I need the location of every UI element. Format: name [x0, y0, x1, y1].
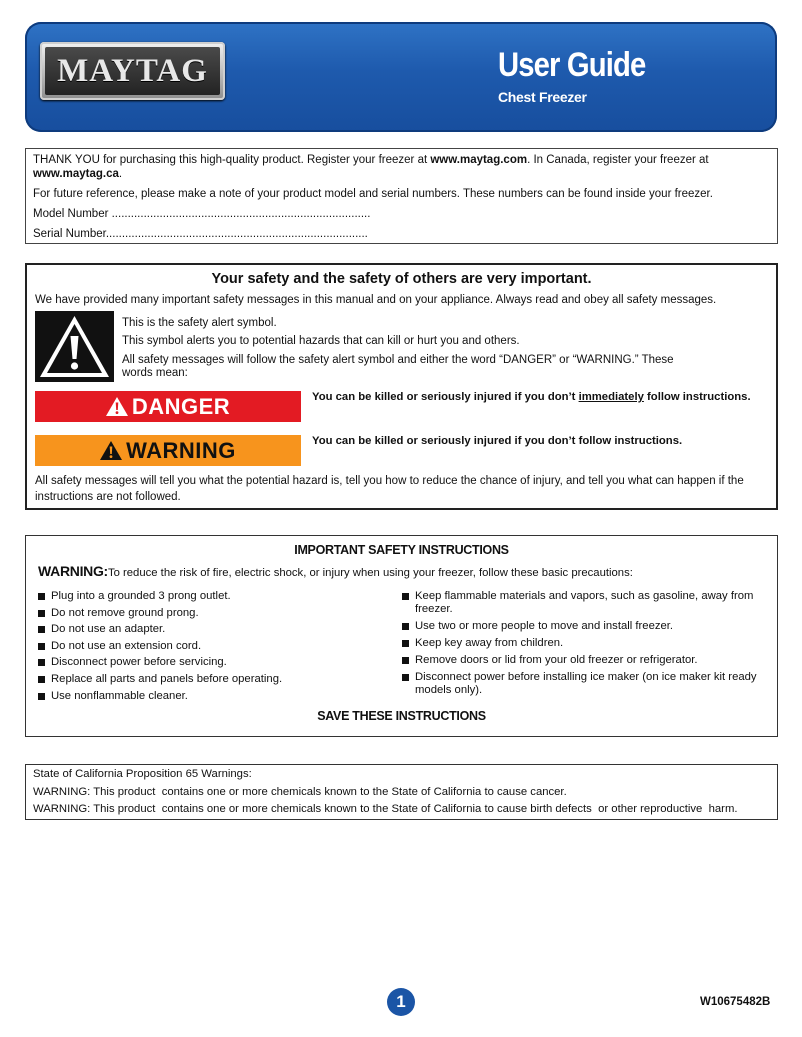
registration-thanks — [33, 153, 753, 181]
instructions-warning-text: To reduce the risk of fire, electric shock, or injury when using your freezer, follow these basic precautions: — [107, 567, 633, 579]
list-item: Plug into a grounded 3 prong outlet. — [38, 590, 368, 603]
safety-footer-text: All safety messages will tell you what the potential hazard is, tell you how to reduce the chance of injury, and tell you what can happen if the instructions are not followed. — [35, 475, 744, 503]
guide-title: User Guide — [498, 46, 646, 84]
list-item: Use two or more people to move and install freezer. — [402, 620, 762, 633]
warning-label: WARNING — [126, 437, 236, 463]
danger-message-post: follow instructions. — [643, 391, 751, 403]
save-instructions-heading: SAVE THESE INSTRUCTIONS — [317, 709, 486, 723]
danger-alert-icon — [106, 397, 128, 416]
instructions-warning — [38, 563, 633, 579]
list-item: Use nonflammable cleaner. — [38, 690, 368, 703]
prop65-title: State of California Proposition 65 Warnings: — [33, 768, 252, 780]
list-item: Keep key away from children. — [402, 637, 762, 650]
list-item: Do not use an adapter. — [38, 623, 368, 636]
list-item: Do not remove ground prong. — [38, 607, 368, 620]
serial-number-line: Serial Number.................................................................................. — [33, 228, 368, 240]
url-us-link[interactable]: www.maytag.com — [430, 154, 528, 166]
safety-alert-icon — [35, 311, 114, 382]
list-item: Keep flammable materials and vapors, such as gasoline, away from freezer. — [402, 590, 762, 616]
list-item: Do not use an extension cord. — [38, 640, 368, 653]
safety-intro: We have provided many important safety messages in this manual and on your appliance. Always read and obey all safety messages. — [35, 294, 717, 306]
precautions-list-right — [402, 590, 762, 701]
alert-follow-text: All safety messages will follow the safety alert symbol and either the word “DANGER” or “WARNING.” These words mean: — [122, 354, 674, 379]
warning-badge — [35, 435, 301, 466]
document-code: W10675482B — [700, 996, 771, 1008]
danger-message-emph: immediately — [578, 391, 644, 403]
warning-message: You can be killed or seriously injured if you don’t follow instructions. — [312, 435, 683, 447]
danger-badge — [35, 391, 301, 422]
model-number-line: Model Number ................................................................................. — [33, 208, 371, 220]
alert-meaning-text: This symbol alerts you to potential hazards that can kill or hurt you and others. — [122, 335, 520, 347]
list-item: Remove doors or lid from your old freezer or refrigerator. — [402, 654, 762, 667]
logo-text: MAYTAG — [57, 52, 208, 89]
page-number: 1 — [387, 988, 415, 1016]
list-item: Replace all parts and panels before operating. — [38, 673, 368, 686]
prop65-cancer-warning: WARNING: This product contains one or more chemicals known to the State of California to cause cancer. — [33, 786, 567, 798]
safety-heading: Your safety and the safety of others are very important. — [211, 271, 592, 287]
alert-symbol-text: This is the safety alert symbol. — [122, 317, 277, 329]
thanks-mid: . In Canada, register your freezer at — [527, 154, 709, 166]
thanks-end: . — [118, 168, 123, 180]
prop65-birth-defects-warning: WARNING: This product contains one or more chemicals known to the State of California to cause birth defects or other reproductive harm. — [33, 803, 738, 815]
reference-note: For future reference, please make a note of your product model and serial numbers. These numbers can be found inside your freezer. — [33, 188, 713, 200]
url-ca-link[interactable]: www.maytag.ca — [33, 168, 119, 180]
maytag-logo — [40, 42, 225, 100]
logo-plate — [45, 47, 220, 95]
instructions-warning-label: WARNING: — [38, 563, 108, 579]
list-item: Disconnect power before installing ice maker (on ice maker kit ready models only). — [402, 671, 762, 697]
danger-label: DANGER — [131, 393, 231, 419]
warning-alert-icon — [100, 441, 122, 460]
danger-message-pre: You can be killed or seriously injured if you don’t — [312, 391, 579, 403]
danger-message — [312, 391, 751, 403]
instructions-heading: IMPORTANT SAFETY INSTRUCTIONS — [294, 543, 509, 557]
guide-subtitle: Chest Freezer — [498, 89, 587, 105]
list-item: Disconnect power before servicing. — [38, 656, 368, 669]
precautions-list-left — [38, 590, 368, 706]
thanks-prefix: THANK YOU for purchasing this high-quality product. Register your freezer at — [33, 154, 431, 166]
